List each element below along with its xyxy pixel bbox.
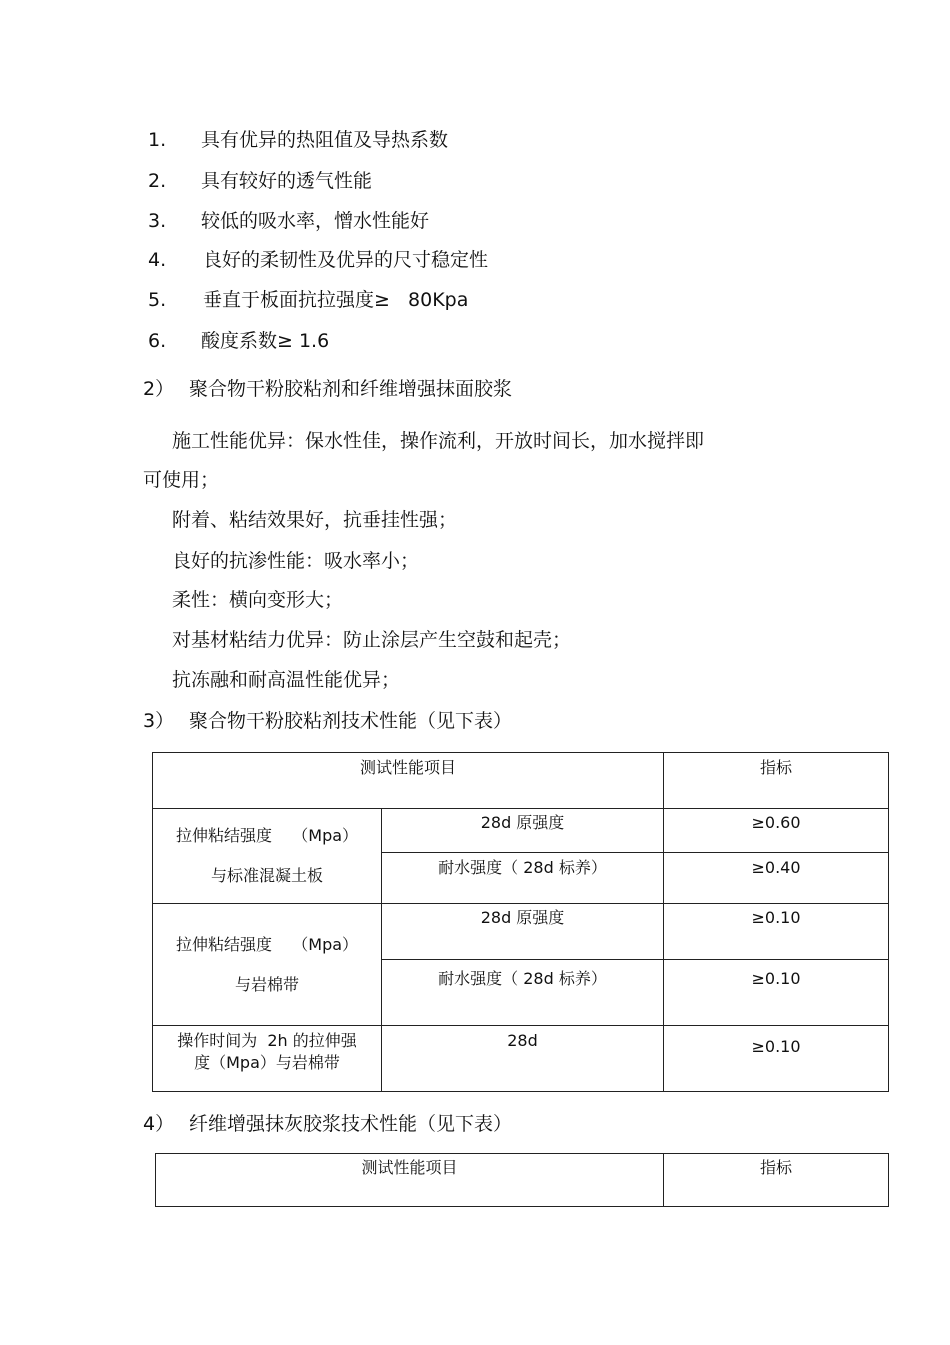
row-label-line: 与岩棉带	[234, 974, 299, 994]
section-number: 3）	[143, 710, 175, 732]
section-number: 4）	[143, 1113, 175, 1135]
table-cell: 28d 原强度	[382, 904, 664, 960]
table-cell: 耐水强度（ 28d 标养）	[382, 853, 664, 904]
table-cell: 28d	[382, 1026, 664, 1092]
list-text: 良好的柔韧性及优异的尺寸稳定性	[203, 249, 489, 271]
table-header-cell: 测试性能项目	[156, 1154, 664, 1207]
table-row	[153, 809, 889, 853]
list-text: 具有较好的透气性能	[201, 170, 373, 192]
list-number: 5.	[148, 289, 167, 311]
list-text: 较低的吸水率，憎水性能好	[201, 210, 430, 232]
paragraph-line: 抗冻融和耐高温性能优异；	[172, 669, 401, 691]
paragraph-line: 施工性能优异：保水性佳，操作流利，开放时间长，加水搅拌即	[172, 430, 705, 452]
section-title: 聚合物干粉胶粘剂技术性能（见下表）	[189, 710, 513, 732]
list-text: 具有优异的热阻值及导热系数	[201, 129, 449, 151]
row-label-line: 与标准混凝土板	[210, 866, 323, 885]
table-cell: ≥0.40	[664, 853, 889, 904]
list-text: 垂直于板面抗拉强度≥ 80Kpa	[203, 289, 469, 311]
table-cell: 耐水强度（ 28d 标养）	[382, 960, 664, 1026]
table-row-label	[153, 809, 382, 904]
table-row	[153, 1026, 889, 1092]
list-text: 酸度系数≥ 1.6	[201, 330, 330, 352]
section-number: 2）	[143, 378, 175, 400]
table-row-label	[153, 1026, 382, 1092]
list-number: 1.	[148, 129, 167, 151]
spec-table	[155, 1153, 889, 1207]
paragraph-line: 对基材粘结力优异：防止涂层产生空鼓和起壳；	[172, 629, 572, 651]
list-number: 2.	[148, 170, 167, 192]
table-header-cell: 指标	[664, 753, 889, 809]
table-header-cell: 测试性能项目	[153, 753, 664, 809]
table-cell: 28d 原强度	[382, 809, 664, 853]
table-row	[153, 904, 889, 960]
table-header-cell: 指标	[664, 1154, 889, 1207]
table-row-label	[153, 904, 382, 1026]
list-number: 4.	[148, 249, 167, 271]
table-cell: ≥0.60	[664, 809, 889, 853]
spec-table	[152, 752, 889, 1092]
table-header-row	[153, 753, 889, 809]
row-label-line: 拉伸粘结强度 （Mpa）	[175, 826, 359, 845]
paragraph-line: 附着、粘结效果好，抗垂挂性强；	[172, 509, 458, 531]
paragraph-line: 柔性：横向变形大；	[172, 589, 344, 611]
table-cell: ≥0.10	[664, 904, 889, 960]
paragraph-line: 可使用；	[143, 469, 220, 491]
row-label-line: 度（Mpa）与岩棉带	[194, 1053, 340, 1072]
table-cell: ≥0.10	[664, 960, 889, 1026]
row-label-line: 拉伸粘结强度 （Mpa）	[175, 934, 359, 954]
section-title: 聚合物干粉胶粘剂和纤维增强抹面胶浆	[189, 378, 513, 400]
section-title: 纤维增强抹灰胶浆技术性能（见下表）	[189, 1113, 513, 1135]
list-number: 3.	[148, 210, 167, 232]
table-header-row	[156, 1154, 889, 1207]
list-number: 6.	[148, 330, 167, 352]
table-cell: ≥0.10	[664, 1026, 889, 1092]
paragraph-line: 良好的抗渗性能：吸水率小；	[172, 550, 420, 572]
row-label-line: 操作时间为 2h 的拉伸强	[177, 1031, 357, 1050]
